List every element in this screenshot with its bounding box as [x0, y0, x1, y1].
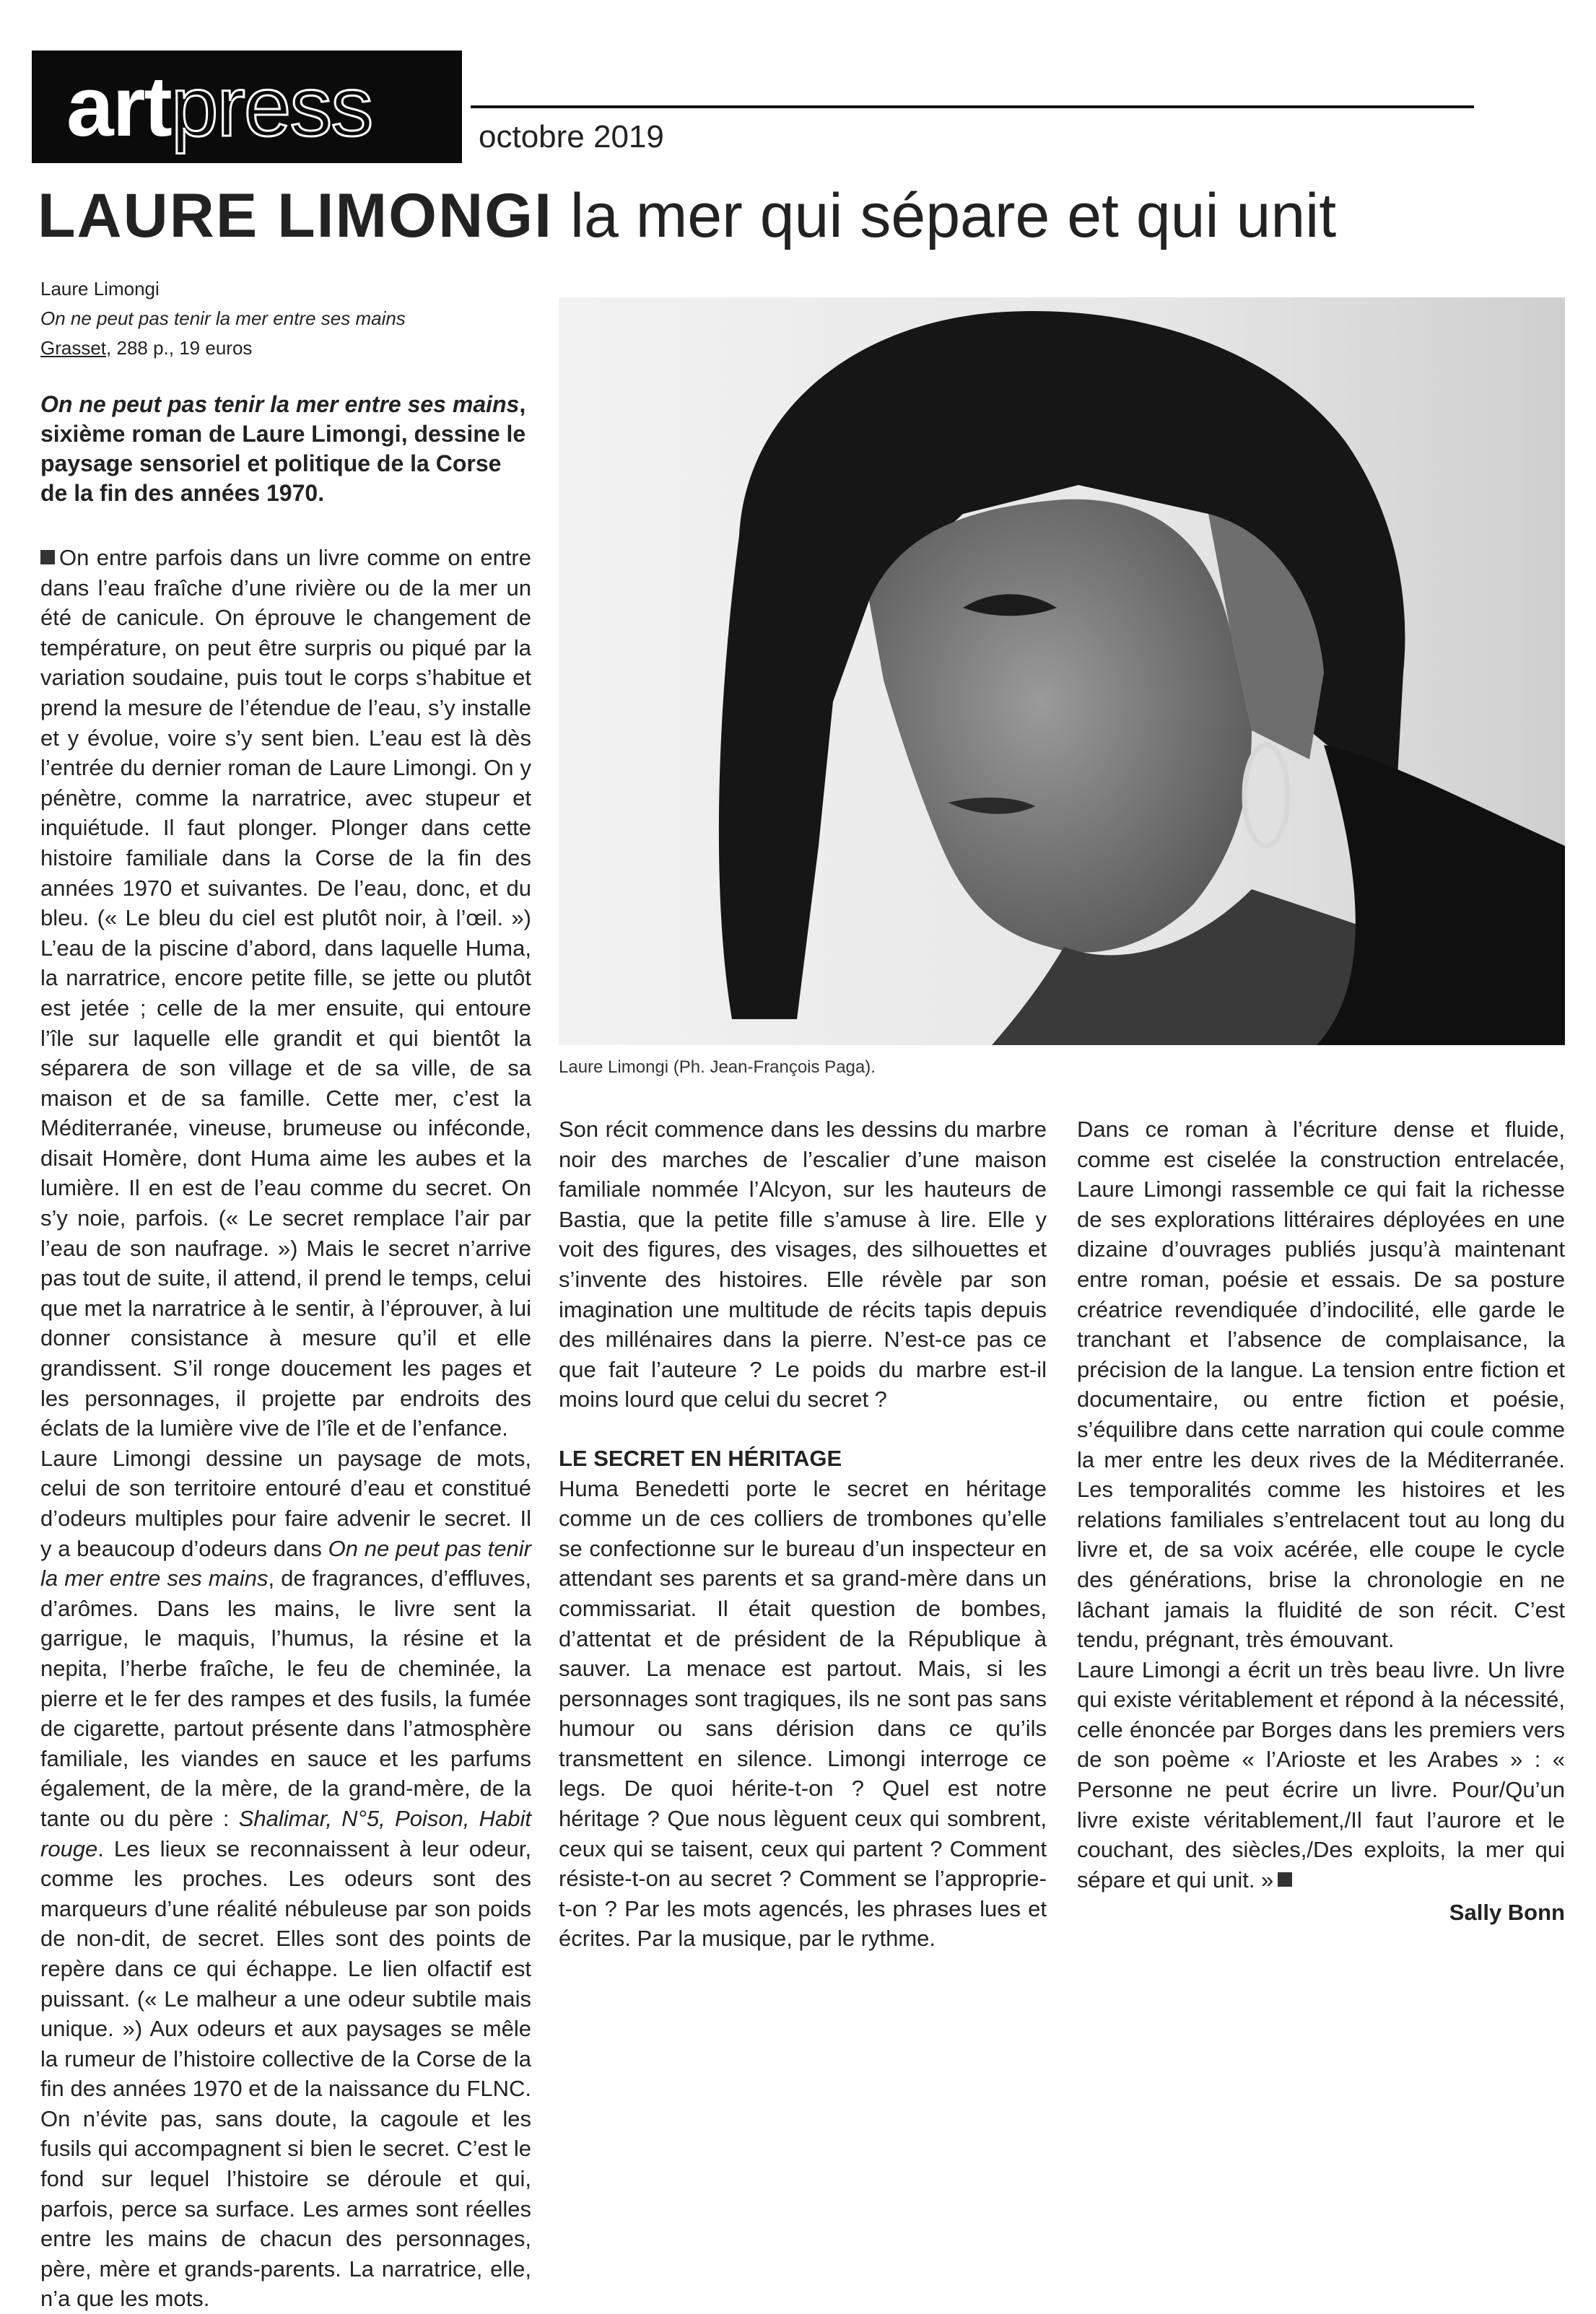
article-end-square-icon: [1278, 1872, 1292, 1887]
headline-rest: la mer qui sépare et qui unit: [570, 181, 1337, 250]
masthead-rule: [471, 105, 1474, 108]
headline-name: LAURE LIMONGI: [38, 181, 553, 250]
book-publisher-line: [40, 333, 546, 363]
issue-date: octobre 2019: [479, 119, 664, 154]
article-paragraph-2: Laure Limongi dessine un paysage de mots, celui de son territoire entouré d’eau et constitué d’odeurs multiples pour faire advenir le secret. Il y a beaucoup d’odeurs dans On ne peut pas tenir la mer entre ses mains, de fragrances, d’effluves, d’arômes. Dans les mains, le livre sent la garrigue, le maquis, l’humus, la résine et la nepita, l’herbe fraîche, le feu de cheminée, la pierre et le fer des rampes et des fusils, la fumée de cigarette, partout présente dans l’atmosphère familiale, les viandes en sauce et les parfums également, de la mère, de la grand-mère, de la tante ou du père : Shalimar, N°5, Poison, Habit rouge. Les lieux se reconnaissent à leur odeur, comme les proches. Les odeurs sont des marqueurs d’une réalité nébuleuse par son poids de non-dit, de secret. Elles sont des points de repère dans ce qui échappe. Le lien olfactif est puissant. (« Le malheur a une odeur subtile mais unique. ») Aux odeurs et aux paysages se mêle la rumeur de l’histoire collective de la Corse de la fin des années 1970 et de la naissance du FLNC. On n’évite pas, sans doute, la cagoule et les fusils qui accompagnent si bien le secret. C’est le fond sur lequel l’histoire se déroule et qui, parfois, perce sa surface. Les armes sont réelles entre les mains de chacun des personnages, père, mère et grands-parents. La narratrice, elle, n’a que les mots.: [40, 1445, 532, 2312]
logo-wordmark: [66, 56, 372, 157]
article-start-square-icon: [40, 550, 55, 564]
author-signature: Sally Bonn: [1449, 1900, 1565, 1926]
lead-text: , sixième roman de Laure Limongi, dessine le paysage sensoriel et politique de la Corse de la fin des années 1970.: [40, 391, 526, 506]
article-column-2: [559, 1114, 1047, 1952]
article-headline: [38, 176, 1568, 256]
article-paragraph-1: On entre parfois dans un livre comme on entre dans l’eau fraîche d’une rivière ou de la mer un été de canicule. On éprouve le changement de température, on peut être surpris ou piqué par la variation soudaine, puis tout le corps s’habitue et prend la mesure de l’étendue de l’eau, s’y installe et y évolue, voire s’y sent bien. L’eau est là dès l’entrée du dernier roman de Laure Limongi. On y pénètre, comme la narratrice, avec stupeur et inquiétude. Il faut plonger. Plonger dans cette histoire familiale dans la Corse de la fin des années 1970 et suivantes. De l’eau, donc, et du bleu. (« Le bleu du ciel est plutôt noir, à l’œil. ») L’eau de la piscine d’abord, dans laquelle Huma, la narratrice, encore petite fille, se jette ou plutôt est jetée ; celle de la mer ensuite, qui entoure l’île sur laquelle elle grandit et qui bientôt la séparera de son village et de sa ville, de sa maison et de sa famille. Cette mer, c’est la Méditerranée, vineuse, brumeuse ou inféconde, disait Homère, dont Huma aime les aubes et la lumière. Il en est de l’eau comme du secret. On s’y noie, parfois. (« Le secret remplace l’air par l’eau de son naufrage. ») Mais le secret n’arrive pas tout de suite, il attend, il prend le temps, celui que met la narratrice à le sentir, à l’éprouver, à lui donner consistance à mesure qu’il et elle grandissent. S’il ronge doucement les pages et les personnages, il projette par endroits des éclats de la lumière vive de l’île et de l’enfance.: [40, 545, 531, 1441]
book-info: [40, 274, 546, 363]
article-paragraph-6: Laure Limongi a écrit un très beau livre. Un livre qui existe véritablement et répond à la nécessité, celle énoncée par Borges dans les premiers vers de son poème « l’Arioste et les Arabes » : « Personne ne peut écrire un livre. Pour/Qu’un livre existe véritablement,/Il faut l’aurore et le couchant, des siècles,/Des exploits, la mer qui sépare et qui unit. »: [1077, 1656, 1565, 1892]
artpress-logo: [32, 51, 462, 163]
article-column-3: [1077, 1114, 1565, 1928]
photo-caption: Laure Limongi (Ph. Jean-François Paga).: [559, 1057, 876, 1077]
lead-book-title: On ne peut pas tenir la mer entre ses mains: [40, 391, 520, 417]
article-subheading: LE SECRET EN HÉRITAGE: [559, 1445, 842, 1471]
article-paragraph-4: Huma Benedetti porte le secret en héritage comme un de ces colliers de trombones qu’elle se confectionne sur le bureau d’un inspecteur en attendant ses parents et sa grand-mère dans un commissariat. Il était question de bombes, d’attentat et de président de la République à sauver. La menace est partout. Mais, si les personnages sont tragiques, ils ne sont pas sans humour ou sans dérision dans ce qu’ils transmettent en silence. Limongi interroge ce legs. De quoi hérite-t-on ? Quel est notre héritage ? Que nous lèguent ceux qui sombrent, ceux qui se taisent, ceux qui partent ? Comment résiste-t-on au secret ? Comment se l’approprie-t-on ? Par les mots agencés, les phrases lues et écrites. Par la musique, par le rythme.: [559, 1475, 1047, 1952]
logo-press: press: [170, 59, 372, 154]
article-lead: [40, 390, 531, 508]
article-paragraph-3: Son récit commence dans les dessins du marbre noir des marches de l’escalier d’une maison familiale nommée l’Alcyon, sur les hauteurs de Bastia, que la petite fille s’amuse à lire. Elle y voit des figures, des visages, des silhouettes et s’invente des histoires. Elle révèle par son imagination une multitude de récits tapis depuis des millénaires dans la pierre. N’est-ce pas ce que fait l’auteure ? Le poids du marbre est-il moins lourd que celui du secret ?: [559, 1117, 1047, 1413]
book-publisher: Grasset,: [40, 337, 112, 359]
author-portrait-image: [559, 297, 1565, 1045]
book-title: On ne peut pas tenir la mer entre ses mains: [40, 307, 406, 329]
article-column-1: [40, 543, 532, 2312]
author-photo: [559, 297, 1565, 1045]
book-details: 288 p., 19 euros: [116, 337, 253, 359]
article-paragraph-5: Dans ce roman à l’écriture dense et fluide, comme est ciselée la construction entrelacée, Laure Limongi rassemble ce qui fait la richesse de ses explorations littéraires déployées en une dizaine d’ouvrages publiés jusqu’à maintenant entre roman, poésie et essais. De sa posture créatrice revendiquée d’indocilité, elle garde le tranchant et l’absence de complaisance, la précision de la langue. La tension entre fiction et documentaire, ou entre fiction et poésie, s’équilibre dans cette narration qui coule comme la mer entre les deux rives de la Méditerranée. Les temporalités comme les histoires et les relations familiales s’entrelacent tout au long du livre et, de sa voix acérée, elle coupe le cycle des générations, brise la chronologie en ne lâchant jamais la fluidité de son récit. C’est tendu, prégnant, très émouvant.: [1077, 1117, 1565, 1653]
book-author: Laure Limongi: [40, 278, 160, 300]
logo-art: art: [66, 59, 171, 154]
